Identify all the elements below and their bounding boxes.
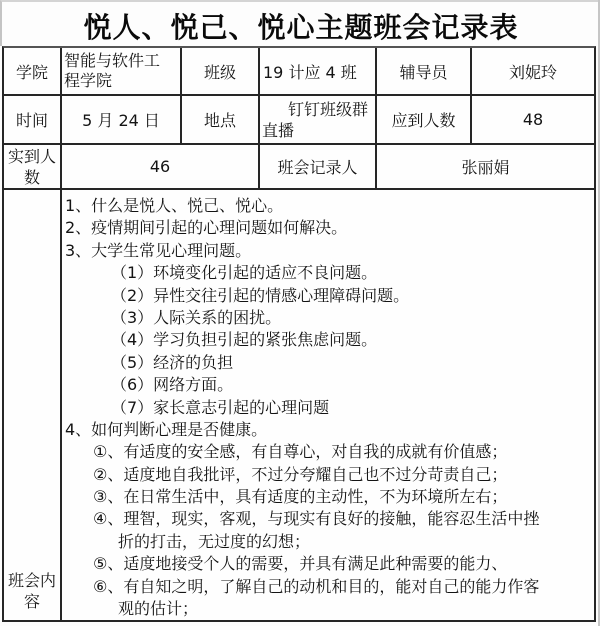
field-location-value: 钉钉班级群直播 bbox=[262, 99, 369, 140]
content-line: （1）环境变化引起的适应不良问题。 bbox=[111, 263, 378, 283]
content-lines bbox=[62, 190, 594, 620]
content-line: （2）异性交往引起的情感心理障碍问题。 bbox=[111, 285, 410, 305]
content-line: 观的估计； bbox=[118, 599, 199, 619]
table-row-attendance bbox=[4, 145, 594, 190]
table-row-content bbox=[4, 190, 594, 620]
field-college-label: 学院 bbox=[4, 48, 62, 94]
field-recorder-label: 班会记录人 bbox=[260, 145, 377, 188]
content-line: （6）网络方面。 bbox=[111, 375, 234, 395]
field-actual-attendance-value: 46 bbox=[62, 145, 260, 188]
content-line: 2、疫情期间引起的心理问题如何解决。 bbox=[65, 218, 348, 238]
page-title: 悦人、悦己、悦心主题班会记录表 bbox=[83, 10, 519, 44]
field-actual-attendance-label-cell bbox=[4, 145, 62, 188]
content-line: ⑤、适度地接受个人的需要，并具有满足此种需要的能力、 bbox=[93, 554, 508, 574]
content-line: ③、在日常生活中，具有适度的主动性，不为环境所左右； bbox=[93, 487, 508, 507]
field-counselor-value: 刘妮玲 bbox=[508, 62, 557, 82]
field-location-value-cell bbox=[260, 96, 377, 143]
field-class-value: 19 计应 4 班 bbox=[260, 48, 377, 94]
content-line: （5）经济的负担 bbox=[111, 352, 234, 372]
field-expected-attendance-label: 应到人数 bbox=[377, 96, 472, 143]
field-college-value: 智能与软件工程学院 bbox=[64, 51, 161, 90]
content-line: 1、什么是悦人、悦己、悦心。 bbox=[65, 196, 284, 215]
field-class-label: 班级 bbox=[182, 48, 260, 94]
content-line: （7）家长意志引起的心理问题 bbox=[111, 397, 330, 417]
title-block bbox=[0, 0, 600, 46]
field-location-label: 地点 bbox=[182, 96, 260, 143]
field-time-value: 5 月 24 日 bbox=[62, 96, 182, 143]
content-line: ⑥、有自知之明，了解自己的动机和目的，能对自己的能力作客 bbox=[93, 576, 540, 596]
content-line: ②、适度地自我批评，不过分夸耀自己也不过分苛责自己； bbox=[93, 464, 508, 484]
field-actual-attendance-label: 实到人数 bbox=[7, 146, 56, 187]
field-college-value-cell bbox=[62, 48, 182, 94]
field-recorder-value: 张丽娟 bbox=[461, 158, 510, 177]
field-time-label: 时间 bbox=[4, 96, 62, 143]
class-meeting-record-table bbox=[2, 46, 596, 622]
content-line: 3、大学生常见心理问题。 bbox=[65, 240, 252, 260]
content-line: 4、如何判断心理是否健康。 bbox=[65, 419, 268, 439]
content-line: ①、有适度的安全感，有自尊心，对自我的成就有价值感； bbox=[93, 442, 508, 462]
table-row-college bbox=[4, 48, 594, 96]
content-line: （4）学习负担引起的紧张焦虑问题。 bbox=[111, 330, 378, 350]
content-section-label: 班会内容 bbox=[7, 571, 56, 611]
field-counselor-label: 辅导员 bbox=[377, 48, 472, 94]
content-line: （3）人际关系的困扰。 bbox=[111, 307, 282, 327]
content-line: ④、理智，现实，客观，与现实有良好的接触，能容忍生活中挫 bbox=[93, 509, 540, 529]
content-line: 折的打击，无过度的幻想； bbox=[118, 531, 311, 551]
content-section-label-cell bbox=[4, 190, 62, 620]
table-row-time bbox=[4, 96, 594, 145]
field-expected-attendance-value: 48 bbox=[522, 110, 544, 129]
